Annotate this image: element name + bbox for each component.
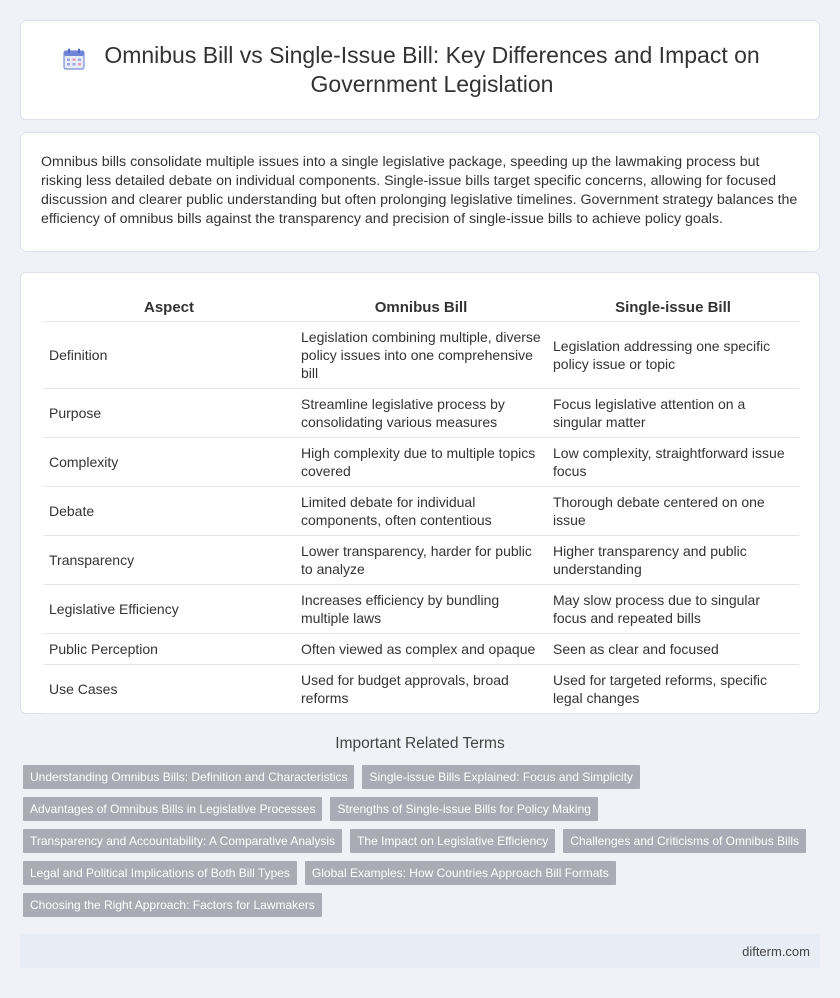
comparison-table [43,293,799,714]
table-row [43,633,799,664]
header-card [20,20,820,120]
header-single-issue-bill: Single-issue Bill [615,299,731,317]
related-term-tag[interactable]: Strengths of Single-issue Bills for Policy Making [330,797,597,821]
cell-aspect: Definition [43,321,295,388]
related-term-tag[interactable]: Choosing the Right Approach: Factors for Lawmakers [23,893,322,917]
cell-single-issue: May slow process due to singular focus and repeated bills [547,584,799,633]
related-term-tag[interactable]: Global Examples: How Countries Approach Bill Formats [305,861,616,885]
footer [20,934,820,968]
cell-aspect: Legislative Efficiency [43,584,295,633]
related-term-tag[interactable]: Understanding Omnibus Bills: Definition and Characteristics [23,765,354,789]
cell-aspect: Use Cases [43,664,295,713]
cell-single-issue: Seen as clear and focused [547,633,799,664]
table-row [43,664,799,713]
cell-single-issue: Used for targeted reforms, specific legal changes [547,664,799,713]
cell-omnibus: Used for budget approvals, broad reforms [295,664,547,713]
cell-single-issue: Focus legislative attention on a singular matter [547,388,799,437]
cell-aspect: Purpose [43,388,295,437]
cell-aspect: Debate [43,486,295,535]
related-term-tag[interactable]: Legal and Political Implications of Both Bill Types [23,861,297,885]
related-terms-list [20,765,820,925]
table-row [43,584,799,633]
cell-aspect: Transparency [43,535,295,584]
table-row [43,388,799,437]
table-row [43,486,799,535]
related-term-tag[interactable]: Advantages of Omnibus Bills in Legislative Processes [23,797,322,821]
cell-single-issue: Thorough debate centered on one issue [547,486,799,535]
header-omnibus-bill: Omnibus Bill [374,299,468,317]
related-term-tag[interactable]: Challenges and Criticisms of Omnibus Bills [563,829,806,853]
table-header-row [43,293,799,321]
cell-omnibus: High complexity due to multiple topics covered [295,437,547,486]
intro-card [20,132,820,252]
related-term-tag[interactable]: The Impact on Legislative Efficiency [350,829,555,853]
related-term-tag[interactable]: Transparency and Accountability: A Comparative Analysis [23,829,342,853]
intro-text: Omnibus bills consolidate multiple issues into a single legislative package, speeding up the lawmaking process but risking less detailed debate on individual components. Single-issue bills target specific concerns, allowing for focused discussion and clearer public understanding but often prolonging legislative timelines. Government strategy balances the efficiency of omnibus bills against the transparency and precision of single-issue bills to achieve policy goals. [41,154,798,227]
related-term-tag[interactable]: Single-issue Bills Explained: Focus and Simplicity [362,765,639,789]
cell-omnibus: Increases efficiency by bundling multiple laws [295,584,547,633]
related-terms-title: Important Related Terms [335,735,505,752]
cell-aspect: Public Perception [43,633,295,664]
table-row [43,321,799,388]
cell-aspect: Complexity [43,437,295,486]
cell-omnibus: Often viewed as complex and opaque [295,633,547,664]
footer-site-link[interactable]: difterm.com [742,943,810,959]
header-aspect: Aspect [143,299,195,317]
table-row [43,437,799,486]
calendar-icon [63,48,85,70]
cell-single-issue: Low complexity, straightforward issue focus [547,437,799,486]
cell-single-issue: Legislation addressing one specific policy issue or topic [547,321,799,388]
table-row [43,535,799,584]
cell-omnibus: Legislation combining multiple, diverse policy issues into one comprehensive bill [295,321,547,388]
cell-single-issue: Higher transparency and public understanding [547,535,799,584]
cell-omnibus: Streamline legislative process by consolidating various measures [295,388,547,437]
cell-omnibus: Limited debate for individual components, often contentious [295,486,547,535]
page-title: Omnibus Bill vs Single-Issue Bill: Key Differences and Impact on Government Legislation [104,42,760,97]
comparison-table-card [20,272,820,714]
cell-omnibus: Lower transparency, harder for public to analyze [295,535,547,584]
related-terms-section [20,735,820,925]
